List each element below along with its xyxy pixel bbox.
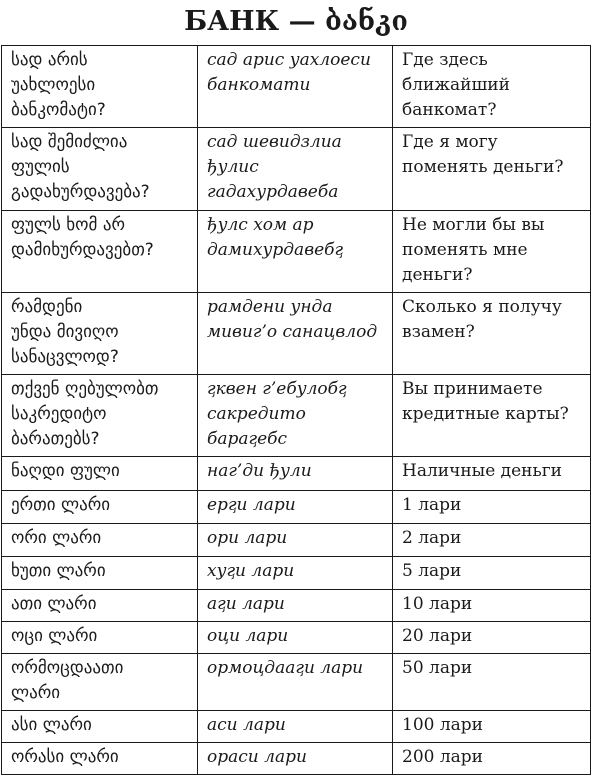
russian-translation-cell: 1 лари [393,491,591,524]
russian-translation-cell: Где я могу поменять деньги? [393,128,591,211]
transliteration-cell: ори лари [198,524,393,557]
transliteration-cell: сад арис уахлоеси банкомати [198,46,393,128]
table-row [2,46,591,128]
transliteration-cell: аӷи лари [198,590,393,622]
georgian-phrase-cell: რამდენი უნდა მივიღო სანაცვლოდ? [2,293,198,375]
page-title: БАНК — ბანკი [184,6,408,37]
transliteration-cell: ерӷи лари [198,491,393,524]
russian-translation-cell: 200 лари [393,743,591,775]
table-row [2,622,591,654]
georgian-phrase-cell: ფულს ხომ არ დამიხურდავებთ? [2,211,198,293]
russian-translation-cell: Вы принимаете кредитные карты? [393,375,591,457]
table-row [2,491,591,524]
table-row [2,211,591,293]
transliteration-cell: ораси лари [198,743,393,775]
table-row [2,743,591,775]
transliteration-cell: хуӷи лари [198,557,393,590]
table-row [2,590,591,622]
transliteration-cell: ђулс хом ар дамихурдавебӷ [198,211,393,293]
georgian-phrase-cell: ათი ლარი [2,590,198,622]
transliteration-cell: наг’ди ђули [198,457,393,491]
russian-translation-cell: 20 лари [393,622,591,654]
georgian-phrase-cell: ორასი ლარი [2,743,198,775]
russian-translation-cell: Где здесь ближайший банкомат? [393,46,591,128]
georgian-phrase-cell: ნაღდი ფული [2,457,198,491]
russian-translation-cell: Наличные деньги [393,457,591,491]
transliteration-cell: сад шевидзлиа ђулис гадахурдавеба [198,128,393,211]
russian-translation-cell: 100 лари [393,711,591,743]
table-row [2,711,591,743]
transliteration-cell: оци лари [198,622,393,654]
russian-translation-cell: 50 лари [393,654,591,711]
table-row [2,557,591,590]
phrasebook-table [1,45,591,775]
georgian-phrase-cell: ასი ლარი [2,711,198,743]
table-row [2,293,591,375]
russian-translation-cell: Не могли бы вы поменять мне деньги? [393,211,591,293]
russian-translation-cell: Сколько я получу взамен? [393,293,591,375]
georgian-phrase-cell: ორი ლარი [2,524,198,557]
georgian-phrase-cell: ოცი ლარი [2,622,198,654]
russian-translation-cell: 10 лари [393,590,591,622]
transliteration-cell: рамдени унда мивиг’о санацвлод [198,293,393,375]
table-row [2,654,591,711]
georgian-phrase-cell: სად არის უახლოესი ბანკომატი? [2,46,198,128]
transliteration-cell: ормоцдааӷи лари [198,654,393,711]
georgian-phrase-cell: სად შემიძლია ფულის გადახურდავება? [2,128,198,211]
transliteration-cell: ӷквен г’ебулобӷ сакредито бараӷебс [198,375,393,457]
table-row [2,128,591,211]
phrasebook-rows [2,46,591,775]
georgian-phrase-cell: თქვენ ღებულობთ საკრედიტო ბარათებს? [2,375,198,457]
table-row [2,524,591,557]
transliteration-cell: аси лари [198,711,393,743]
russian-translation-cell: 5 лари [393,557,591,590]
russian-translation-cell: 2 лари [393,524,591,557]
georgian-phrase-cell: ორმოცდაათი ლარი [2,654,198,711]
georgian-phrase-cell: ხუთი ლარი [2,557,198,590]
table-row [2,457,591,491]
table-row [2,375,591,457]
georgian-phrase-cell: ერთი ლარი [2,491,198,524]
